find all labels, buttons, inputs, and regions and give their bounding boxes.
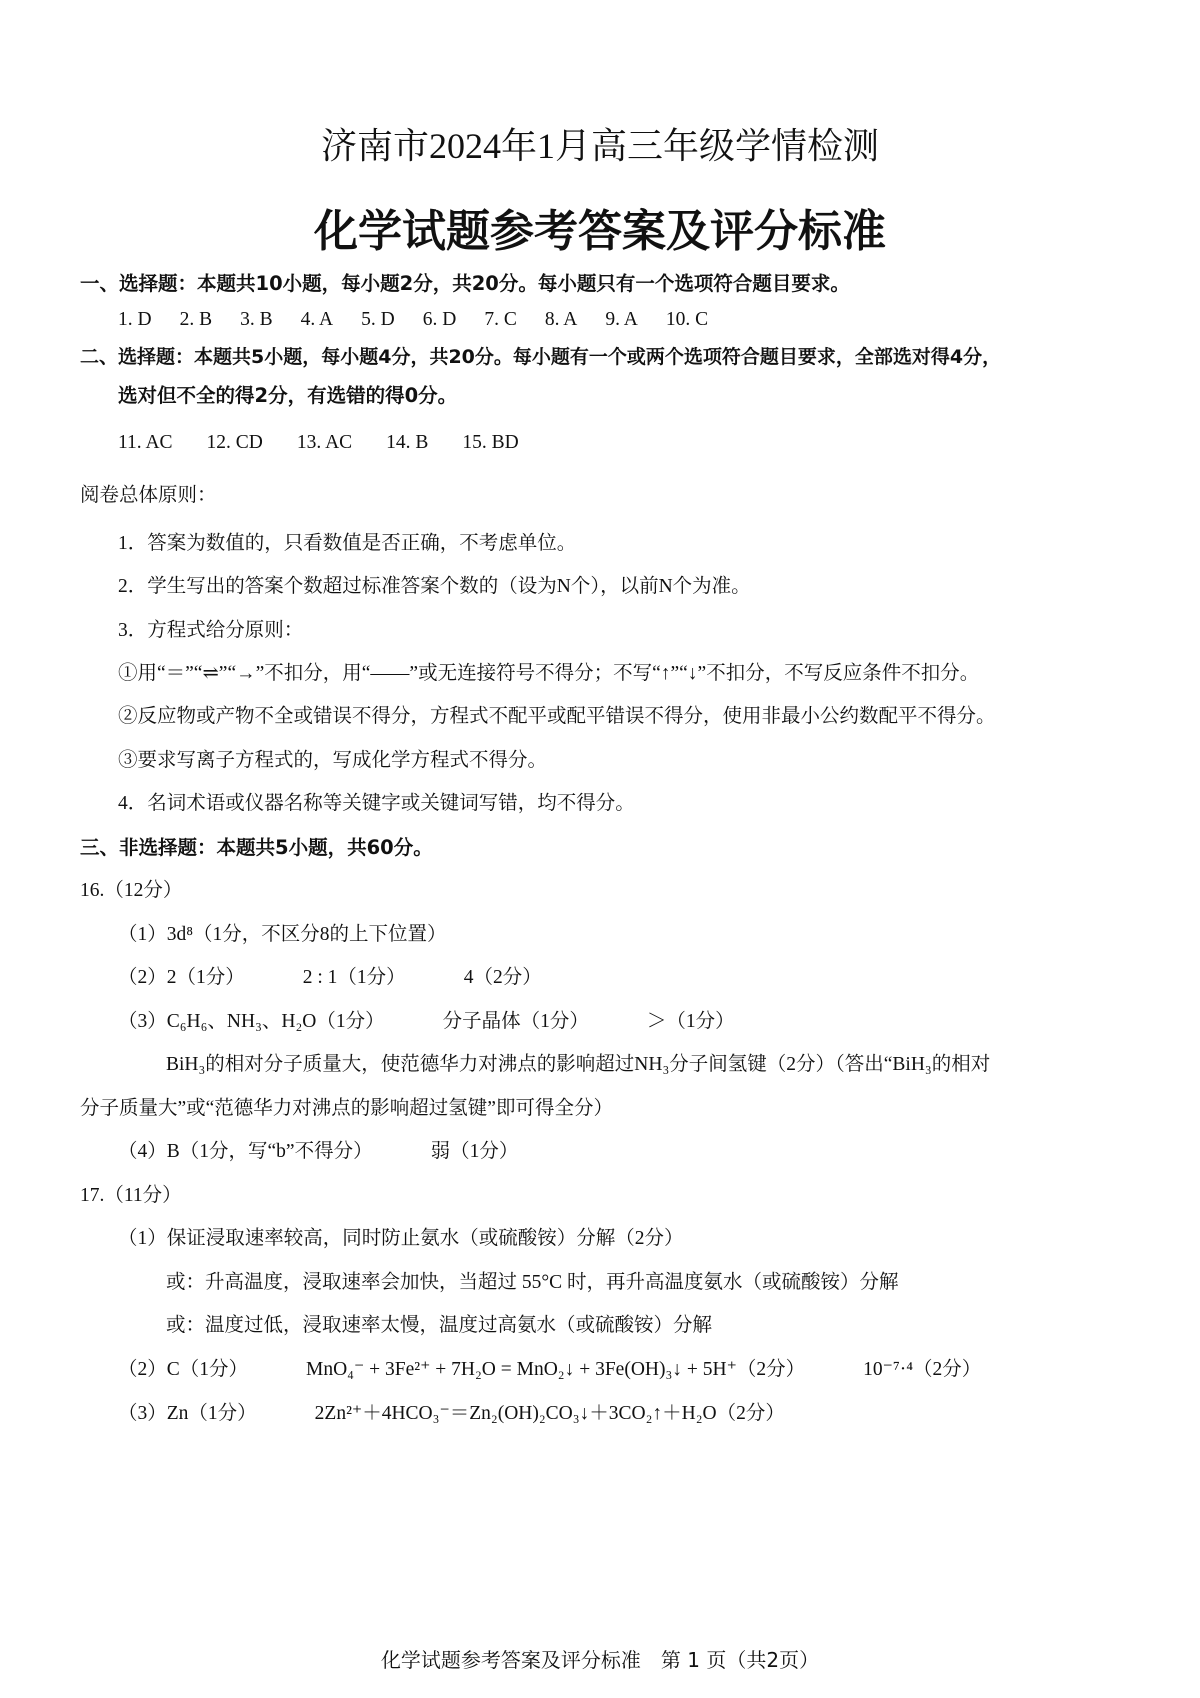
- answer-8: 8. A: [544, 309, 578, 330]
- q16-explanation-line2: 分子质量大”或“范德华力对沸点的影响超过氢键”即可得全分）: [80, 1098, 613, 1119]
- q17-label: 17.（11分）: [80, 1185, 182, 1206]
- page-footer: 化学试题参考答案及评分标准 第 1 页（共2页）: [380, 1648, 820, 1672]
- part1-answers: [118, 310, 736, 330]
- principle-2: 2．学生写出的答案个数超过标准答案个数的（设为N个），以前N个为准。: [118, 576, 751, 597]
- document-title: 济南市2024年1月高三年级学情检测: [320, 126, 879, 166]
- answer-15: 15. BD: [462, 432, 519, 453]
- q16-answer-3: [118, 1012, 735, 1032]
- q16-answer-2-part3: 4（2分）: [463, 967, 542, 988]
- q16-answer-4-part2: 弱（1分）: [430, 1141, 519, 1162]
- answer-1: 1. D: [118, 309, 152, 330]
- answer-7: 7. C: [484, 309, 517, 330]
- q17-answer-3-equation: 2Zn²⁺＋4HCO₃⁻＝Zn₂(OH)₂CO₃↓＋3CO₂↑＋H₂O（2分）: [314, 1403, 785, 1424]
- answer-12: 12. CD: [206, 432, 263, 453]
- q16-answer-3-part3: ＞（1分）: [646, 1011, 735, 1032]
- q17-answer-2: [118, 1360, 981, 1380]
- part3-heading: 三、非选择题：本题共5小题，共60分。: [80, 836, 433, 859]
- q17-answer-2-part3: 10⁻⁷·⁴（2分）: [863, 1359, 982, 1380]
- q17-answer-1-alt1: 或：升高温度，浸取速率会加快，当超过 55°C 时，再升高温度氨水（或硫酸铵）分解: [166, 1272, 899, 1293]
- q17-answer-1-alt2: 或：温度过低，浸取速率太慢，温度过高氨水（或硫酸铵）分解: [166, 1315, 713, 1336]
- q16-answer-3-part2: 分子晶体（1分）: [442, 1011, 589, 1032]
- q17-answer-1: （1）保证浸取速率较高，同时防止氨水（或硫酸铵）分解（2分）: [118, 1228, 684, 1249]
- document-subtitle: 化学试题参考答案及评分标准: [314, 206, 886, 257]
- principle-3c: ③要求写离子方程式的，写成化学方程式不得分。: [118, 750, 548, 771]
- answer-10: 10. C: [665, 309, 709, 330]
- principle-1: 1．答案为数值的，只看数值是否正确，不考虑单位。: [118, 533, 577, 554]
- q16-explanation-line1: BiH₃的相对分子质量大，使范德华力对沸点的影响超过NH₃分子间氢键（2分）（答出“BiH₃的相对: [166, 1054, 991, 1075]
- principle-3: 3．方程式给分原则：: [118, 620, 304, 641]
- answer-11: 11. AC: [118, 432, 173, 453]
- answer-4: 4. A: [300, 309, 334, 330]
- answer-6: 6. D: [422, 309, 457, 330]
- answer-9: 9. A: [605, 309, 638, 330]
- principles-heading: 阅卷总体原则：: [80, 483, 217, 506]
- part1-heading: 一、选择题：本题共10小题，每小题2分，共20分。每小题只有一个选项符合题目要求。: [80, 272, 850, 295]
- part2-heading-line1: 二、选择题：本题共5小题，每小题4分，共20分。每小题有一个或两个选项符合题目要求，全部选对得4分，: [80, 346, 1002, 368]
- q17-answer-3-part1: （3）Zn（1分）: [118, 1403, 257, 1424]
- q16-answer-4: [118, 1142, 518, 1162]
- principle-3a: ①用“＝”“⇌”“→”不扣分，用“——”或无连接符号不得分；不写“↑”“↓”不扣分，不写反应条件不扣分。: [118, 663, 980, 684]
- part2-answers: [118, 433, 553, 453]
- q17-answer-2-equation: MnO₄⁻ + 3Fe²⁺ + 7H₂O = MnO₂↓ + 3Fe(OH)₃↓ + 5H⁺（2分）: [306, 1359, 806, 1380]
- q16-answer-2: [118, 968, 542, 988]
- principle-3b: ②反应物或产物不全或错误不得分，方程式不配平或配平错误不得分，使用非最小公约数配平不得分。: [118, 706, 996, 727]
- answer-14: 14. B: [386, 432, 429, 453]
- q16-answer-2-part2: 2 : 1（1分）: [302, 967, 406, 988]
- q16-label: 16.（12分）: [80, 880, 183, 901]
- answer-13: 13. AC: [296, 432, 353, 453]
- answer-3: 3. B: [240, 309, 273, 330]
- answer-5: 5. D: [361, 309, 395, 330]
- part2-heading-line2: 选对但不全的得2分，有选错的得0分。: [118, 384, 458, 407]
- q16-answer-4-part1: （4）B（1分，写“b”不得分）: [118, 1141, 373, 1162]
- q16-answer-2-part1: （2）2（1分）: [118, 967, 245, 988]
- q16-answer-1: （1）3d⁸（1分，不区分8的上下位置）: [118, 924, 447, 945]
- principle-4: 4．名词术语或仪器名称等关键字或关键词写错，均不得分。: [118, 793, 635, 814]
- q17-answer-3: [118, 1404, 785, 1424]
- q17-answer-2-part1: （2）C（1分）: [118, 1359, 249, 1380]
- answer-2: 2. B: [179, 309, 213, 330]
- q16-answer-3-part1: （3）C₆H₆、NH₃、H₂O（1分）: [118, 1011, 385, 1032]
